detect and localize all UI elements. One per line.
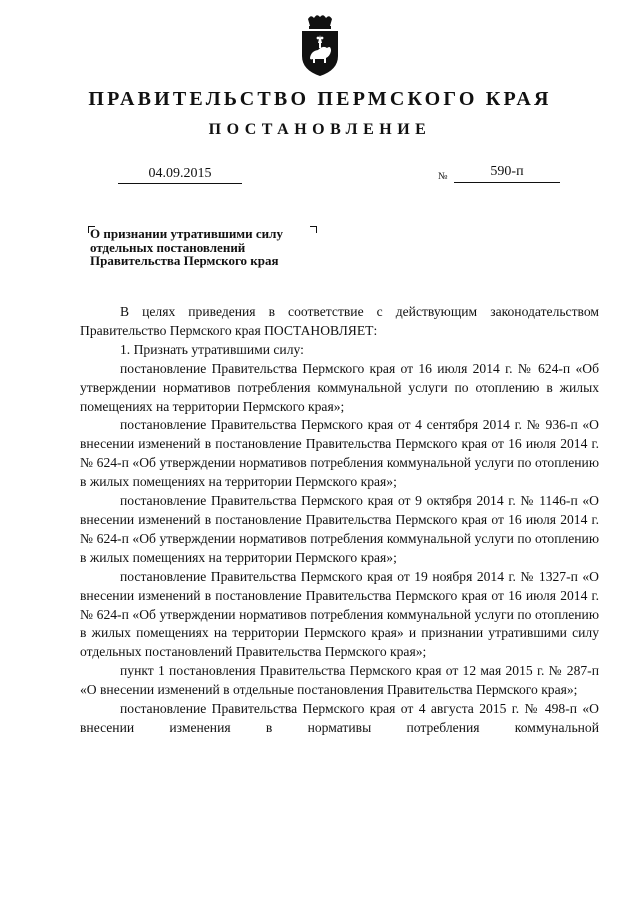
body-paragraph-repeal: постановление Правительства Пермского края от 4 сентября 2014 г. № 936-п «О внесении изменений в постановление Правительства Пермского края от 16 июля 2014 г. № 624-п «Об утверждении нормативов потребления коммунальной услуги по отоплению в жилых помещениях на территории Пермского края»;: [80, 417, 599, 490]
document-subject: [90, 227, 325, 268]
document-number: 590-п: [454, 162, 560, 183]
body-paragraph-repeal: пункт 1 постановления Правительства Пермского края от 12 мая 2015 г. № 287-п «О внесении изменений в отдельные постановления Правительства Пермского края»;: [80, 663, 599, 698]
body-paragraph-repeal: постановление Правительства Пермского края от 16 июля 2014 г. № 624-п «Об утверждении нормативов потребления коммунальной услуги по отоплению в жилых помещениях на территории Пермского края»;: [80, 360, 599, 414]
document-date: 04.09.2015: [118, 165, 242, 184]
subject-line: О признании утратившими силу: [90, 226, 283, 241]
body-paragraph-repeal: постановление Правительства Пермского края от 19 ноября 2014 г. № 1327-п «О внесении изменений в постановление Правительства Пермского края от 16 июля 2014 г. № 624-п «Об утверждении нормативов потребления коммунальной услуги по отоплению в жилых помещениях на территории Пермского края» и признании утратившими силу отдельных постановлений Правительства Пермского края»;: [80, 568, 599, 660]
subject-line: отдельных постановлений: [90, 239, 246, 255]
body-paragraph-preamble: В целях приведения в соответствие с действующим законодательством Правительство Пермского края ПОСТАНОВЛЯЕТ:: [80, 304, 599, 338]
body-paragraph-repeal: постановление Правительства Пермского края от 4 августа 2015 г. № 498-п «О внесении изменения в нормативы потребления коммунальной: [80, 701, 599, 735]
subject-line: Правительства Пермского края: [90, 253, 279, 268]
organization-title: ПРАВИТЕЛЬСТВО ПЕРМСКОГО КРАЯ: [88, 88, 552, 110]
document-body: [80, 303, 599, 738]
body-paragraph-repeal: постановление Правительства Пермского края от 9 октября 2014 г. № 1146-п «О внесении изменений в постановление Правительства Пермского края от 16 июля 2014 г. № 624-п «Об утверждении нормативов потребления коммунальной услуги по отоплению в жилых помещениях на территории Пермского края»;: [80, 493, 599, 565]
document-type-title: ПОСТАНОВЛЕНИЕ: [208, 121, 432, 138]
coat-of-arms-icon: [298, 14, 342, 78]
number-sign: №: [438, 171, 448, 182]
body-paragraph-item-1: 1. Признать утратившими силу:: [120, 341, 304, 357]
